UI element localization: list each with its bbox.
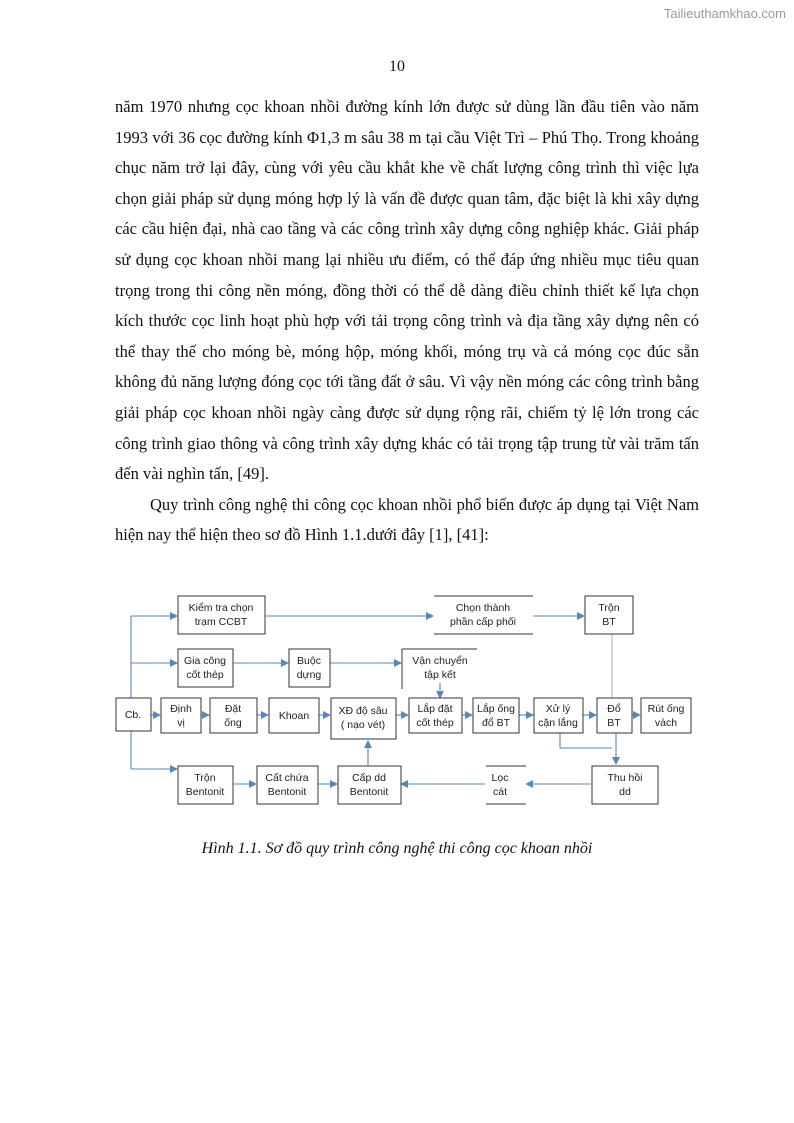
svg-text:cặn lắng: cặn lắng: [538, 717, 578, 729]
svg-text:BT: BT: [602, 616, 616, 628]
node-xu-ly-can-lang: [534, 698, 583, 733]
node-dat-ong: [210, 698, 257, 733]
svg-text:Cất chứa: Cất chứa: [265, 772, 309, 784]
node-thu-hoi-dd: [592, 766, 658, 804]
node-rut-ong-vach: [641, 698, 691, 733]
svg-text:Khoan: Khoan: [278, 710, 310, 722]
svg-text:Cấp dd: Cấp dd: [352, 772, 386, 784]
svg-text:cốt thép: cốt thép: [416, 717, 454, 729]
svg-text:Đổ: Đổ: [607, 703, 621, 715]
svg-text:Đặt: Đặt: [224, 703, 242, 715]
node-xd-do-sau: [331, 698, 396, 739]
svg-text:Lắp ống: Lắp ống: [477, 703, 515, 715]
node-tron-bt: [585, 596, 633, 634]
svg-text:Bentonit: Bentonit: [349, 786, 389, 798]
svg-text:Lắp đặt: Lắp đặt: [417, 703, 453, 715]
svg-text:XĐ độ sâu: XĐ độ sâu: [338, 705, 388, 717]
node-cap-dd-bentonit: [338, 766, 401, 804]
svg-text:Trộn: Trộn: [194, 772, 216, 784]
svg-text:Vận chuyển: Vận chuyển: [412, 655, 468, 667]
svg-text:dd: dd: [619, 786, 631, 798]
node-chon-thanh-phan: [434, 596, 533, 634]
svg-text:Trộn: Trộn: [598, 602, 620, 614]
svg-text:Thu hồi: Thu hồi: [607, 772, 643, 784]
svg-text:Bentonit: Bentonit: [185, 786, 225, 798]
svg-text:Định: Định: [170, 703, 192, 715]
svg-text:phần cấp phối: phần cấp phối: [450, 616, 516, 628]
svg-text:( nạo vét): ( nạo vét): [340, 719, 386, 731]
node-dinh-vi: [161, 698, 201, 733]
node-lap-ong-do-bt: [473, 698, 519, 733]
node-tron-bentonit: [178, 766, 233, 804]
paragraph-2: Quy trình công nghệ thi công cọc khoan nhồi phổ biến được áp dụng tại Việt Nam hiện nay thể hiện theo sơ đồ Hình 1.1.dưới đây [1], [41]:: [115, 494, 699, 545]
svg-text:cát: cát: [492, 786, 508, 798]
page-number: 10: [389, 58, 405, 75]
node-loc-cat: [486, 766, 526, 804]
svg-text:vị: vị: [177, 717, 185, 729]
svg-text:dựng: dựng: [296, 669, 322, 681]
svg-text:Rút ống: Rút ống: [647, 703, 685, 715]
svg-text:Lọc: Lọc: [491, 772, 509, 784]
node-gia-cong: [178, 649, 233, 687]
node-van-chuyen: [402, 649, 477, 689]
svg-text:trạm CCBT: trạm CCBT: [194, 616, 248, 628]
node-kiem-tra: [178, 596, 265, 634]
node-cat-chua-bentonit: [257, 766, 318, 804]
svg-text:tập kết: tập kết: [424, 669, 456, 681]
svg-text:vách: vách: [654, 717, 678, 729]
node-buoc-dung: [289, 649, 330, 687]
svg-text:Cb.: Cb.: [124, 709, 142, 721]
svg-text:cốt thép: cốt thép: [186, 669, 224, 681]
svg-text:BT: BT: [607, 717, 621, 729]
node-do-bt: [597, 698, 632, 733]
watermark: Tailieuthamkhao.com: [663, 6, 786, 21]
svg-text:Xử lý: Xử lý: [545, 703, 571, 715]
node-khoan: [269, 698, 319, 733]
svg-text:đổ BT: đổ BT: [481, 717, 511, 729]
svg-text:ống: ống: [224, 717, 242, 729]
svg-text:Kiểm tra chọn: Kiểm tra chọn: [188, 602, 254, 614]
node-cb: [116, 698, 151, 731]
figure-caption: Hình 1.1. Sơ đồ quy trình công nghệ thi công cọc khoan nhồi: [201, 840, 593, 857]
paragraph-1: năm 1970 nhưng cọc khoan nhồi đường kính lớn được sử dùng lần đầu tiên vào năm 1993 với 36 cọc đường kính Φ1,3 m sâu 38 m tại cầu Việt Trì – Phú Thọ. Trong khoảng chục năm trở lại đây, cùng với yêu cầu khắt khe về chất lượng công trình thì việc lựa chọn giải pháp sử dụng móng hợp lý là vấn đề được quan tâm, đặc biệt là khi xây dựng các cầu hiện đại, nhà cao tầng và các công trình xây dựng công nghiệp khác. Giải pháp sử dụng cọc khoan nhồi mang lại nhiều ưu điểm, có thể đáp ứng nhiều mục tiêu quan trọng trong thi công nền móng, đồng thời có thể dễ dàng điều chỉnh thiết kế lựa chọn kích thước cọc linh hoạt phù hợp với tải trọng công trình và địa tầng xây dựng nên có thể thay thế cho móng bè, móng hộp, móng khối, móng trụ và cả móng cọc đúc sẵn không đủ năng lượng đóng cọc tới tầng đất ở sâu. Vì vậy nền móng các công trình bằng giải pháp cọc khoan nhồi ngày càng được sử dụng rộng rãi, chiếm tỷ lệ lớn trong các công trình giao thông và công trình xây dựng khác có tải trọng tập trung từ vài trăm tấn đến vài nghìn tấn, [49].: [115, 97, 699, 484]
svg-text:Buộc: Buộc: [297, 655, 321, 667]
svg-text:Bentonit: Bentonit: [267, 786, 307, 798]
svg-text:Chọn thành: Chọn thành: [455, 602, 511, 614]
svg-text:Gia công: Gia công: [183, 655, 227, 667]
node-lap-dat-cot-thep: [409, 698, 462, 733]
